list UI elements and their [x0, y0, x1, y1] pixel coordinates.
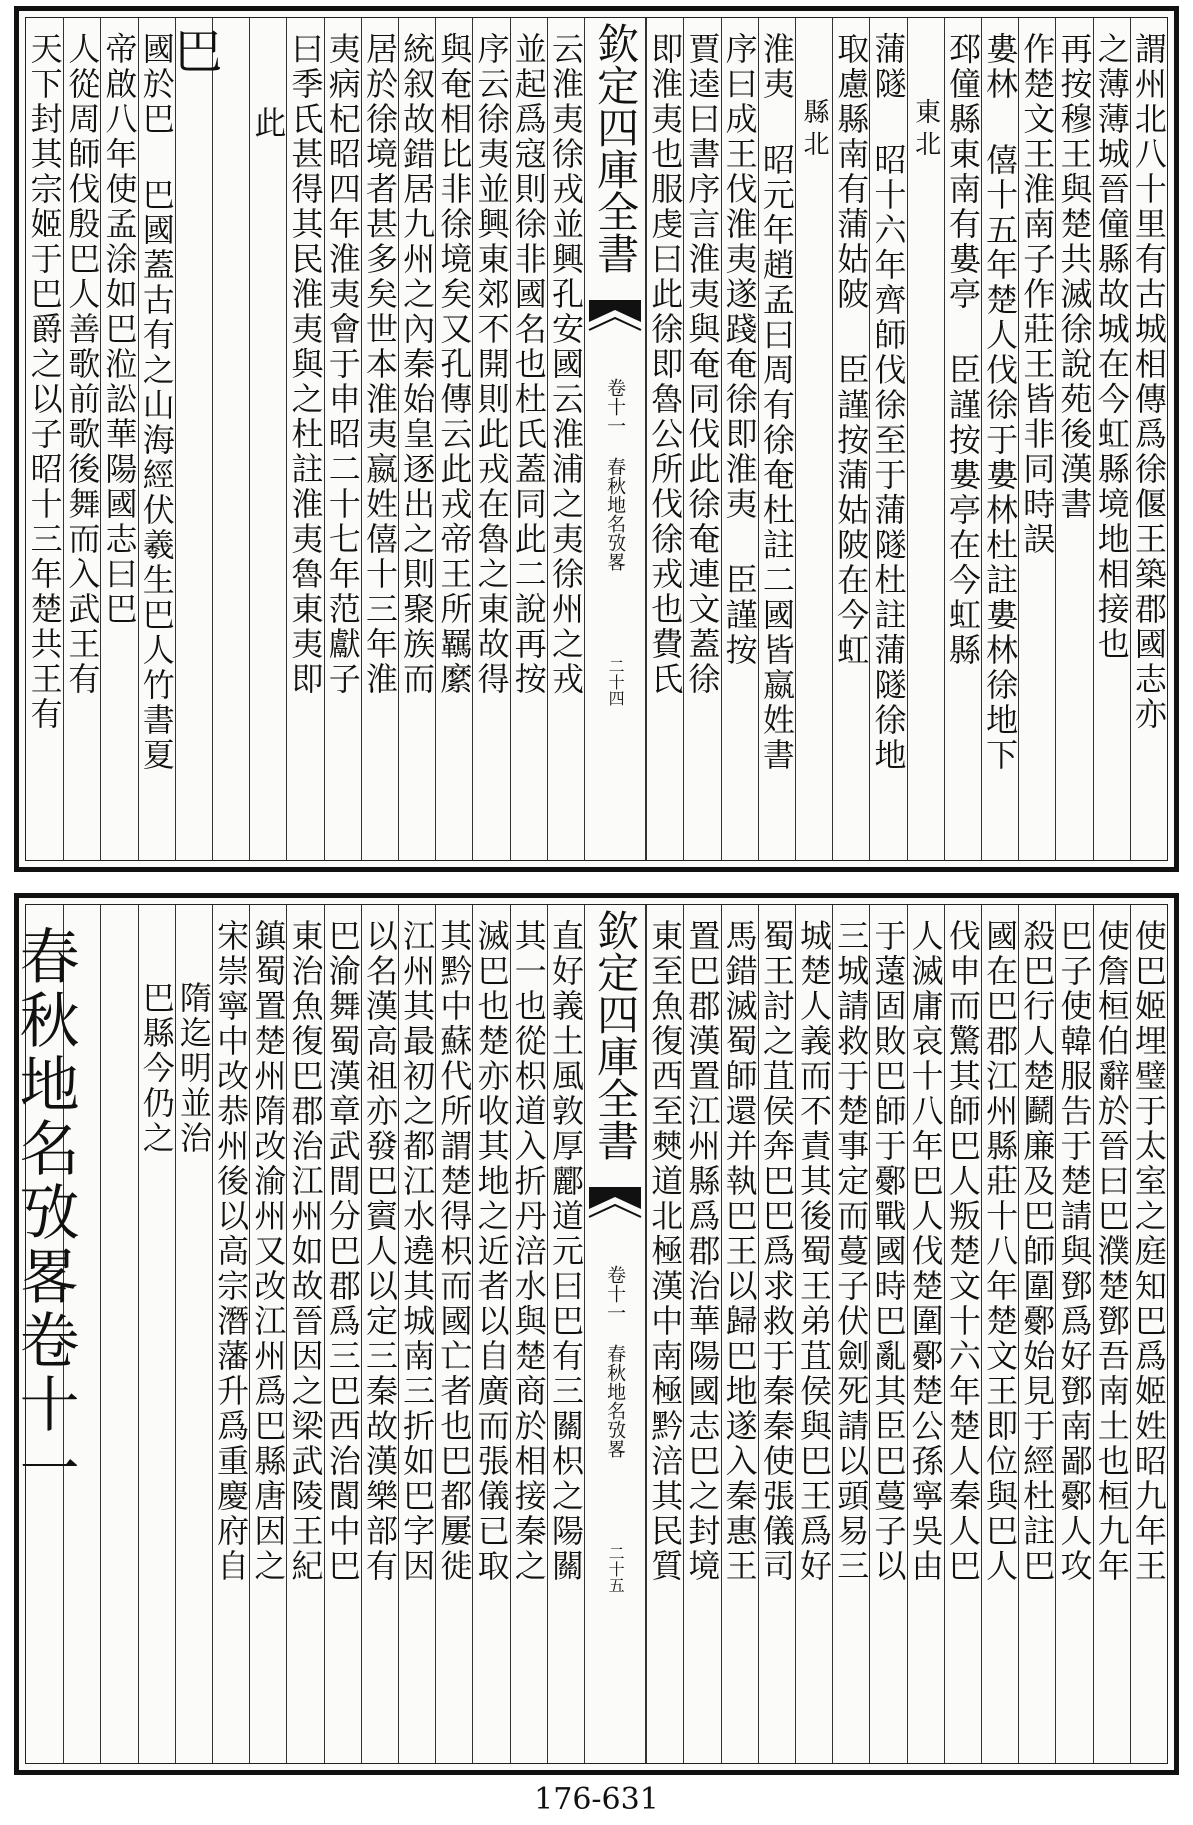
column-text: 云淮夷徐戎並興孔安國云淮浦之夷徐州之戎: [547, 32, 585, 697]
text-column: [795, 905, 832, 1763]
text-column: [981, 18, 1018, 860]
column-text: 巴: [165, 26, 222, 78]
column-text: 蜀王討之苴侯奔巴巴爲求救于秦秦使張儀司: [757, 919, 796, 1584]
text-column: [1130, 18, 1167, 860]
text-column: [324, 905, 361, 1763]
column-text: 巴縣今仍之: [137, 981, 176, 1156]
text-column: [361, 18, 398, 860]
text-column: [435, 18, 472, 860]
column-text: 此: [249, 106, 288, 141]
text-column: [472, 18, 509, 860]
text-column: [165, 18, 222, 860]
text-column: [100, 18, 137, 860]
column-text: 之薄薄城晉僮縣故城在今虹縣境地相接也: [1092, 32, 1131, 662]
text-column: [26, 18, 63, 860]
volume-book-label: 卷十一 春秋地名攷畧: [604, 378, 627, 571]
column-text: 縣北: [799, 98, 830, 162]
column-text: 城楚人義而不責其後蜀王弟苴侯與巴王爲好: [795, 919, 834, 1584]
column-text: 殺巴行人楚鬬廉及巴師圍鄾始見于經杜註巴: [1018, 919, 1057, 1584]
column-text: 東至魚復西至僰道北極漢中南極黔涪其民質: [646, 919, 685, 1584]
text-column: [869, 905, 906, 1763]
column-text: 天下封其宗姬于巴爵之以子昭十三年楚共王有: [25, 32, 64, 732]
text-column: [138, 905, 175, 1763]
column-text: 序曰成王伐淮夷遂踐奄徐即淮夷 臣謹按: [720, 32, 759, 668]
column-text: 與奄相比非徐境矣又孔傳云此戎帝王所羈縻: [435, 32, 474, 697]
bottom-page-panel: [9, 893, 1179, 1775]
column-text: 序云徐夷並興東郊不開則此戎在魯之東故得: [472, 32, 511, 697]
text-column: [9, 905, 80, 1763]
text-column: [646, 905, 683, 1763]
text-column: [907, 18, 944, 860]
column-text: 帝啟八年使孟涂如巴涖訟華陽國志曰巴: [100, 32, 139, 627]
column-text: 即淮夷也服虔曰此徐即魯公所伐徐戎也費氏: [646, 32, 685, 697]
column-text: 統叙故錯居九州之內秦始皇逐出之則聚族而: [398, 32, 437, 697]
center-fold-column: [584, 905, 646, 1763]
fishtail-mark-icon: [589, 300, 641, 340]
text-column: [944, 18, 981, 860]
column-text: 賈逵曰書序言淮夷與奄同伐此徐奄連文蓋徐: [683, 32, 722, 697]
column-text: 使巴姬埋璧于太室之庭知巴爲姬姓昭九年王: [1129, 919, 1168, 1584]
top-page-panel: [14, 6, 1179, 872]
column-text: 再按穆王與楚共滅徐說苑後漢書: [1055, 32, 1094, 522]
text-column: [907, 905, 944, 1763]
text-column: [646, 18, 683, 860]
column-text: 于薳固敗巴師于鄾戰國時巴亂其臣巴蔓子以: [869, 919, 908, 1584]
text-column: [1018, 18, 1055, 860]
text-column: [1018, 905, 1055, 1763]
column-text: 人滅庸哀十八年巴人伐楚圍鄾楚公孫寧吳由: [906, 919, 945, 1584]
text-column: [510, 905, 547, 1763]
column-text: 淮夷 昭元年趙孟曰周有徐奄杜註二國皆嬴姓書: [757, 32, 796, 773]
text-column: [683, 905, 720, 1763]
text-column: [361, 905, 398, 1763]
column-text: 三城請救于楚事定而蔓子伏劍死請以頭易三: [832, 919, 871, 1584]
text-column: [435, 905, 472, 1763]
column-text: 並起爲寇則徐非國名也杜氏蓋同此二說再按: [509, 32, 548, 697]
column-text: 春秋地名攷畧卷十一: [9, 925, 80, 1501]
column-text: 其黔中蘇代所謂楚得枳而國亡者也巴都屢徙: [435, 919, 474, 1584]
column-text: 巴子使韓服告于楚請與鄧爲好鄧南鄙鄾人攻: [1055, 919, 1094, 1584]
text-column: [721, 905, 758, 1763]
column-text: 置巴郡漢置江州縣爲郡治華陽國志巴之封境: [683, 919, 722, 1584]
text-column: [869, 18, 906, 860]
column-text: 夷病杞昭四年淮夷會于申昭二十七年范獻子: [323, 32, 362, 697]
text-column: [758, 18, 795, 860]
fishtail-mark-icon: [589, 1187, 641, 1227]
column-text: 使詹桓伯辭於晉曰巴濮楚鄧吾南土也桓九年: [1092, 919, 1131, 1584]
text-column: [1093, 18, 1130, 860]
text-column: [683, 18, 720, 860]
text-column: [795, 18, 832, 860]
column-text: 隋迄明並治: [174, 981, 213, 1156]
text-column: [324, 18, 361, 860]
text-column: [547, 905, 584, 1763]
text-column: [1055, 905, 1092, 1763]
book-header: 欽定四庫全書: [591, 909, 641, 1161]
column-text: 宋崇寧中改恭州後以高宗潛藩升爲重慶府自: [212, 919, 251, 1584]
center-fold-column: [584, 18, 646, 860]
top-page-columns: [25, 17, 1168, 861]
column-text: 國於巴 巴國蓋古有之山海經伏羲生巴人竹書夏: [137, 32, 176, 773]
column-text: 以名漢高祖亦發巴賨人以定三秦故漢樂部有: [360, 919, 399, 1584]
text-column: [832, 18, 869, 860]
column-text: 滅巴也楚亦收其地之近者以自廣而張儀已取: [472, 919, 511, 1584]
column-text: 婁林 僖十五年楚人伐徐于婁林杜註婁林徐地下: [981, 32, 1020, 773]
column-text: 人從周師伐殷巴人善歌前歌後舞而入武王有: [63, 32, 102, 697]
text-column: [721, 18, 758, 860]
page-code: 176-631: [534, 1782, 659, 1817]
column-text: 國在巴郡江州縣莊十八年楚文王即位與巴人: [981, 919, 1020, 1584]
text-column: [249, 905, 286, 1763]
text-column: [212, 905, 249, 1763]
text-column: [286, 905, 323, 1763]
text-column: [758, 905, 795, 1763]
text-column: [832, 905, 869, 1763]
text-column: [398, 18, 435, 860]
column-text: 蒲隧 昭十六年齊師伐徐至于蒲隧杜註蒲隧徐地: [869, 32, 908, 773]
text-column: [249, 18, 286, 860]
column-text: 馬錯滅蜀師還并執巴王以歸巴地遂入秦惠王: [720, 919, 759, 1584]
column-text: 東北: [910, 98, 941, 162]
column-text: 作楚文王淮南子作莊王皆非同時誤: [1018, 32, 1057, 557]
text-column: [547, 18, 584, 860]
text-column: [1055, 18, 1092, 860]
text-column: [63, 18, 100, 860]
text-column: [1093, 905, 1130, 1763]
text-column: [510, 18, 547, 860]
column-text: 謂州北八十里有古城相傳爲徐偃王築郡國志亦: [1129, 32, 1168, 732]
column-text: 東治魚復巴郡治江州如故晉因之梁武陵王紀: [286, 919, 325, 1584]
text-column: [398, 905, 435, 1763]
text-column: [138, 18, 175, 860]
column-text: 其一也從枳道入折丹涪水與楚商於相接秦之: [509, 919, 548, 1584]
column-text: 取慮縣南有蒲姑陂 臣謹按蒲姑陂在今虹: [832, 32, 871, 668]
text-column: [981, 905, 1018, 1763]
text-column: [175, 905, 212, 1763]
text-column: [1130, 905, 1167, 1763]
book-header: 欽定四庫全書: [591, 22, 641, 274]
page-number: 二十四: [606, 658, 626, 706]
column-text: 直好義土風敦厚酈道元曰巴有三關枳之陽關: [547, 919, 585, 1584]
column-text: 伐申而驚其師巴人叛楚文十六年楚人秦人巴: [943, 919, 982, 1584]
text-column: [100, 905, 137, 1763]
text-column: [944, 905, 981, 1763]
column-text: 巴渝舞蜀漢章武間分巴郡爲三巴西治閬中巴: [323, 919, 362, 1584]
page-number: 二十五: [606, 1545, 626, 1593]
bottom-page-columns: [9, 904, 1168, 1764]
text-column: [472, 905, 509, 1763]
column-text: 江州其最初之都江水遶其城南三折如巴字因: [398, 919, 437, 1584]
column-text: 鎮蜀置楚州隋改渝州又改江州爲巴縣唐因之: [249, 919, 288, 1584]
column-text: 邳僮縣東南有婁亭 臣謹按婁亭在今虹縣: [943, 32, 982, 668]
volume-book-label: 卷十一 春秋地名攷畧: [604, 1265, 627, 1458]
text-column: [286, 18, 323, 860]
text-column: [212, 18, 249, 860]
column-text: 曰季氏甚得其民淮夷與之杜註淮夷魯東夷即: [286, 32, 325, 697]
column-text: 居於徐境者甚多矣世本淮夷嬴姓僖十三年淮: [360, 32, 399, 697]
